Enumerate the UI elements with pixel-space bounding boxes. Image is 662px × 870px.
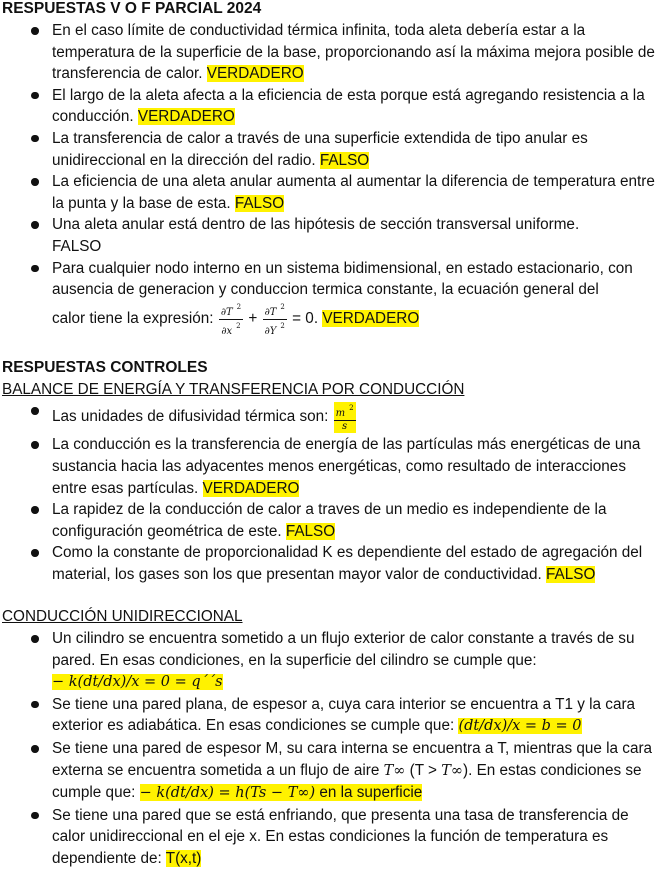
frac-den: ∂x: [221, 325, 233, 337]
list-item: [2, 258, 658, 338]
fraction-dT-dY: [263, 301, 287, 338]
list-item: [2, 542, 658, 585]
list-item: [2, 434, 658, 499]
item-text: Se tiene una pared que se está enfriando, que presenta una tasa de transferencia de calor unidireccional en el eje x. En estas condiciones la función de temperatura es dependiente de:: [52, 806, 629, 867]
list-item: [2, 738, 658, 805]
list-item: [2, 499, 658, 542]
item-text-2: calor tiene la expresión:: [52, 310, 218, 328]
item-text: El largo de la aleta afecta a la eficiencia de esta porque está agregando resistencia a la conducción.: [52, 86, 645, 126]
frac-sup: 2: [349, 403, 354, 412]
item-text-tail: ). En estas condiciones se cumple que:: [52, 761, 642, 802]
item-text: Como la constante de proporcionalidad K es dependiente del estado de agregación del material, los gases son los que presentan mayor valor de conductividad.: [52, 544, 643, 583]
answer-highlight: T(x,t): [165, 850, 202, 867]
fraction-m2-s: [334, 402, 356, 433]
list-item: [2, 85, 658, 128]
controles-list: [2, 400, 658, 585]
item-text: Un cilindro se encuentra sometido a un flujo exterior de calor constante a través de su pared. En esas condiciones, en la superficie del cilindro se cumple que:: [52, 630, 635, 669]
answer-highlight: VERDADERO: [322, 310, 420, 328]
frac-sup: 2: [236, 302, 242, 311]
answer-highlight: FALSO: [234, 194, 285, 212]
answer-highlight: FALSO: [285, 522, 336, 540]
list-item: [2, 20, 658, 85]
frac-sup: 2: [280, 302, 285, 311]
list-item: [2, 694, 658, 738]
vf-list: [2, 20, 658, 338]
answer-highlight: FALSO: [546, 565, 596, 583]
frac-sup: 2: [236, 321, 241, 330]
answer-math-highlight: − k(dt/dx) = h(Ts − T∞): [139, 785, 316, 802]
list-item: [2, 171, 658, 214]
item-text: La eficiencia de una aleta anular aumenta al aumentar la diferencia de temperatura entre la punta y la base de esta.: [52, 173, 655, 212]
frac-num: ∂T: [220, 306, 233, 318]
frac-den: s: [342, 420, 348, 432]
item-text: Se tiene una pared plana, de espesor a, cuya cara interior se encuentra a T1 y la cara exterior es adiabática. En esas condiciones se cumple que:: [52, 695, 636, 735]
frac-num: m: [335, 407, 346, 419]
spacer: [2, 585, 658, 606]
answer-plain: FALSO: [52, 237, 102, 255]
item-text: Una aleta anular está dentro de las hipótesis de sección transversal uniforme.: [52, 216, 580, 234]
subsection-title-unidireccional: CONDUCCIÓN UNIDIRECCIONAL: [2, 608, 243, 626]
item-text: En el caso límite de conductividad térmica infinita, toda aleta debería estar a la temperatura de la superficie de la base, proporcionando así la máxima mejora posible de transferencia de calor.: [52, 22, 655, 83]
answer-highlight: FALSO: [319, 151, 370, 169]
item-text: La transferencia de calor a través de una superficie extendida de tipo anular es unidireccional en la dirección del radio.: [52, 129, 588, 169]
frac-sup: 2: [280, 321, 285, 330]
item-text: La conducción es la transferencia de energía de las partículas más energéticas de una sustancia hacia las adyacentes menos energéticas, como resultado de interacciones entre esas partículas.: [52, 436, 641, 497]
subsection-title-balance: BALANCE DE ENERGÍA Y TRANSFERENCIA POR CONDUCCIÓN: [2, 380, 465, 398]
list-item: [2, 214, 658, 257]
answer-math-highlight: − k(dt/dx)/x = 0 = q´´s: [52, 674, 223, 691]
list-item: [2, 400, 658, 434]
section-title-vf: RESPUESTAS V O F PARCIAL 2024: [2, 0, 262, 17]
t-infinity: T∞: [441, 762, 463, 779]
item-text: La rapidez de la conducción de calor a traves de un medio es independiente de la configuración geométrica de este.: [52, 501, 607, 540]
list-item: [2, 805, 658, 870]
t-infinity: T∞: [383, 762, 406, 779]
list-item: [2, 628, 658, 694]
answer-highlight: VERDADERO: [206, 65, 304, 83]
section-title-controles: RESPUESTAS CONTROLES: [2, 358, 208, 376]
unidireccional-list: [2, 628, 658, 870]
answer-suffix: en la superficie: [315, 784, 423, 802]
fraction-dT-dx: [219, 301, 243, 338]
answer-math-highlight: (dt/dx)/x = b = 0: [458, 718, 582, 735]
equation-line: [52, 302, 420, 337]
item-text-mid: (T >: [405, 761, 442, 779]
spacer: [2, 338, 658, 359]
answer-highlight: VERDADERO: [137, 108, 235, 126]
frac-den: ∂Y: [264, 325, 277, 337]
answer-highlight: VERDADERO: [202, 479, 300, 497]
plus-sign: +: [244, 310, 262, 328]
item-text: Se tiene una pared de espesor M, su cara interna se encuentra a T, mientras que la cara externa se encuentra sometida a un flujo de aire: [52, 740, 653, 779]
item-text: Las unidades de difusividad térmica son:: [52, 408, 333, 426]
frac-num: ∂T: [264, 306, 277, 318]
equation-tail: = 0.: [287, 310, 323, 328]
list-item: [2, 128, 658, 171]
item-text: Para cualquier nodo interno en un sistema bidimensional, en estado estacionario, con ausencia de generacion y conduccion termica constante, la ecuación general del: [52, 259, 633, 299]
